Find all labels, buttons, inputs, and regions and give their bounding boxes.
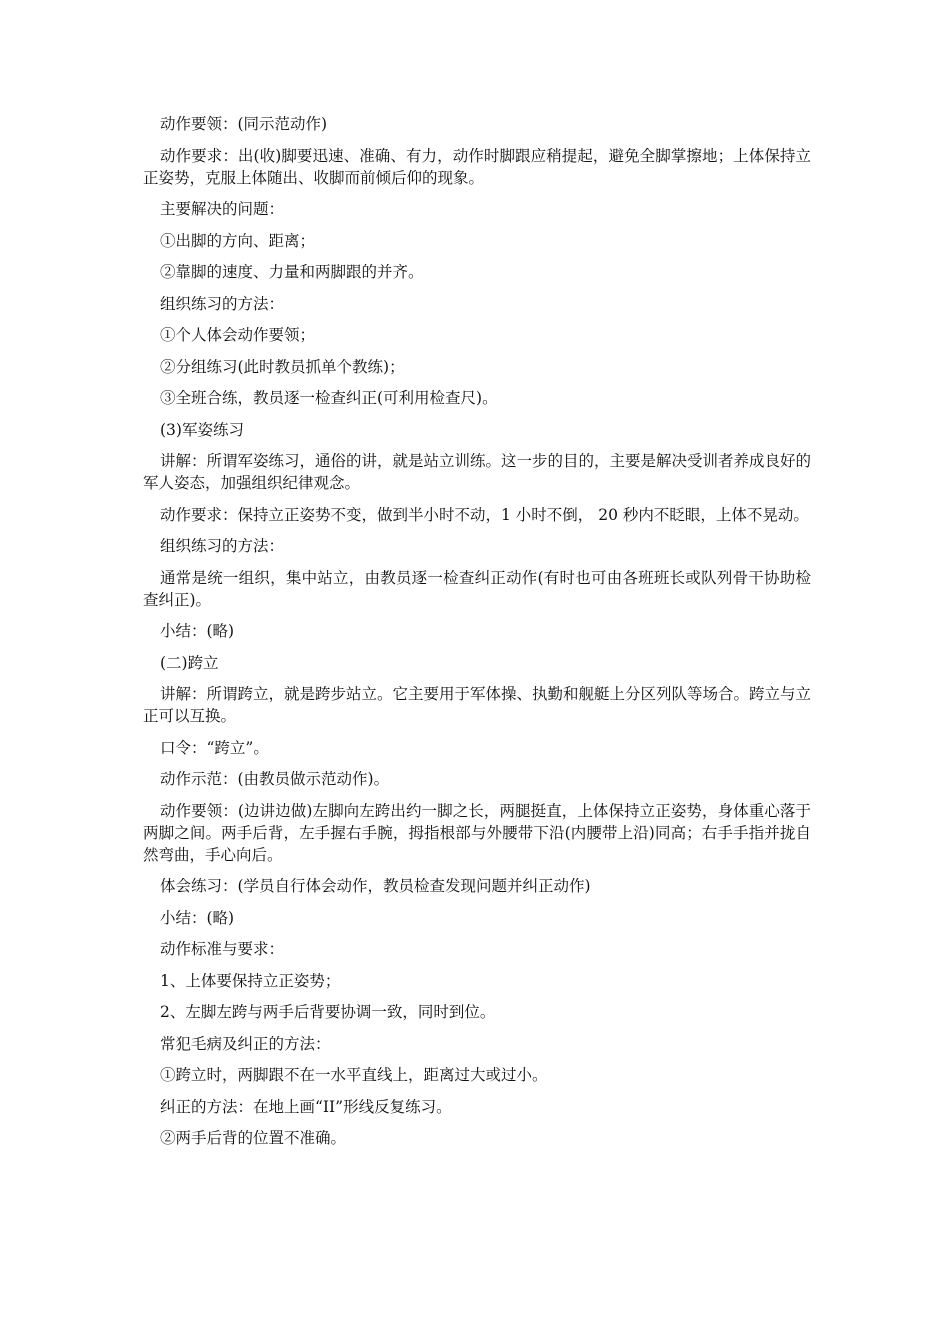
document-body (143, 113, 811, 1159)
paragraph: 动作要求：出(收)脚要迅速、准确、有力，动作时脚跟应稍提起，避免全脚掌擦地；上体保持立正姿势，克服上体随出、收脚而前倾后仰的现象。 (143, 146, 811, 187)
paragraph: ①个人体会动作要领； (160, 326, 316, 344)
paragraph: 口令：“跨立”。 (160, 738, 269, 757)
paragraph: ①出脚的方向、距离； (160, 231, 316, 250)
paragraph: ①跨立时，两脚跟不在一水平直线上，距离过大或过小。 (160, 1066, 548, 1084)
paragraph: ②两手后背的位置不准确。 (160, 1129, 347, 1147)
paragraph: 讲解：所谓跨立，就是跨步站立。它主要用于军体操、执勤和舰艇上分区列队等场合。跨立与立正可以互换。 (143, 685, 812, 725)
paragraph: 小结：(略) (160, 908, 235, 927)
paragraph: 动作示范：(由教员做示范动作)。 (160, 770, 390, 788)
paragraph: 动作要领：(边讲边做)左脚向左跨出约一脚之长，两腿挺直，上体保持立正姿势，身体重心落于两脚之间。两手后背，左手握右手腕，拇指根部与外腰带下沿(内腰带上沿)同高；右手手指并拢自然弯曲，手心向后。 (143, 801, 811, 864)
paragraph: 讲解：所谓军姿练习，通俗的讲，就是站立训练。这一步的目的，主要是解决受训者养成良好的军人姿态，加强组织纪律观念。 (143, 452, 812, 492)
paragraph: ③全班合练，教员逐一检查纠正(可利用检查尺)。 (160, 389, 498, 407)
paragraph: 常犯毛病及纠正的方法： (160, 1034, 331, 1053)
paragraph: 通常是统一组织，集中站立，由教员逐一检查纠正动作(有时也可由各班班长或队列骨干协助检查纠正)。 (143, 568, 811, 609)
paragraph: 组织练习的方法： (160, 294, 285, 313)
paragraph: 1、上体要保持立正姿势； (160, 971, 341, 990)
section-heading: (3)军姿练习 (160, 420, 244, 439)
paragraph: 体会练习：(学员自行体会动作，教员检查发现问题并纠正动作) (160, 877, 591, 895)
paragraph: 纠正的方法：在地上画“II”形线反复练习。 (160, 1097, 452, 1116)
paragraph: 动作要求：保持立正姿势不变，做到半小时不动，1 小时不倒， 20 秒内不眨眼，上体不晃动。 (160, 505, 809, 524)
paragraph: 主要解决的问题： (160, 200, 285, 218)
paragraph: 动作要领：(同示范动作) (160, 115, 328, 133)
paragraph: ②分组练习(此时教员抓单个教练)； (160, 357, 405, 376)
paragraph: 小结：(略) (160, 622, 235, 640)
paragraph: ②靠脚的速度、力量和两脚跟的并齐。 (160, 263, 424, 281)
paragraph: 2、左脚左跨与两手后背要协调一致，同时到位。 (160, 1003, 496, 1021)
section-heading: (二)跨立 (160, 653, 219, 672)
paragraph: 动作标准与要求： (160, 940, 285, 958)
paragraph: 组织练习的方法： (160, 537, 285, 555)
